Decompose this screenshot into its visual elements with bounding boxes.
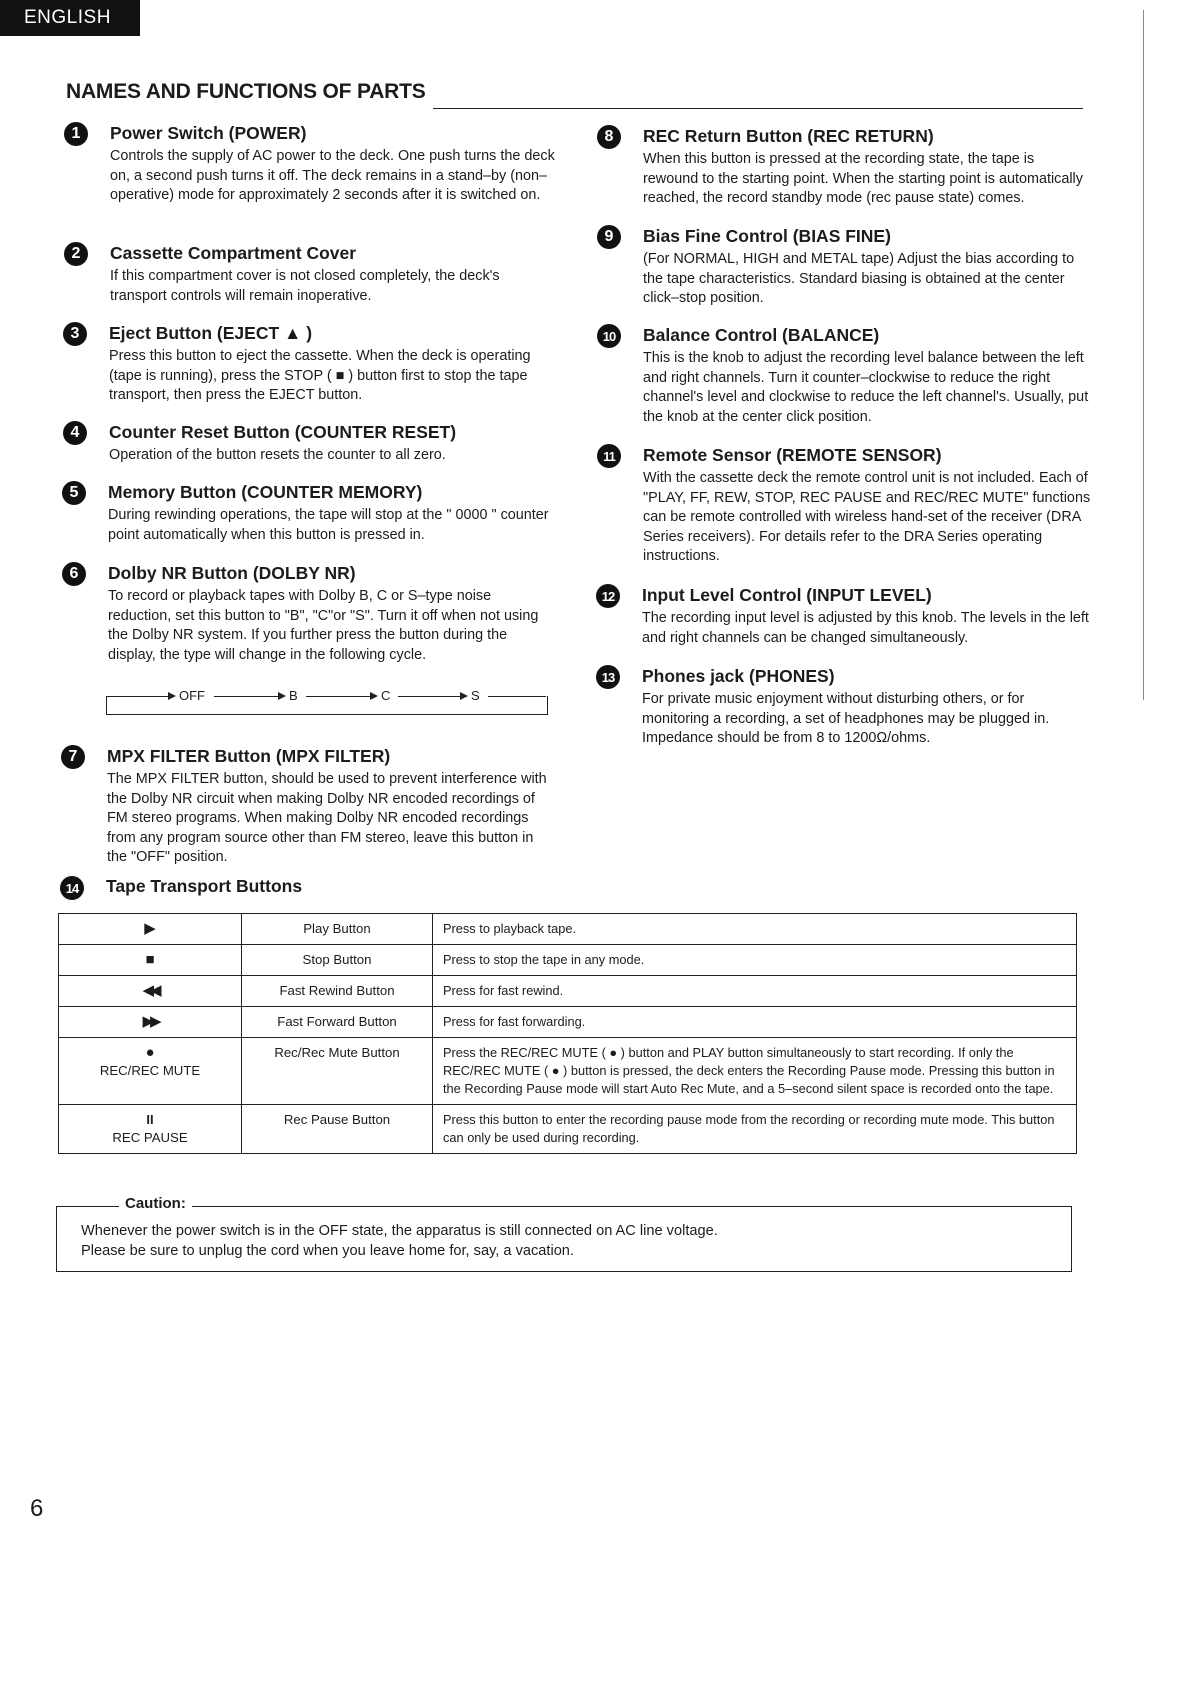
item-number-badge: 14 [60, 876, 84, 900]
transport-symbol-cell [59, 1007, 242, 1038]
transport-name-cell: Rec Pause Button [242, 1105, 433, 1154]
record-icon: ● [145, 1044, 155, 1061]
item-heading: Balance Control (BALANCE) [643, 325, 880, 345]
caution-line-1: Whenever the power switch is in the OFF state, the apparatus is still connected on AC line voltage. [81, 1223, 718, 1239]
table-row [59, 1007, 1077, 1038]
play-icon: ▶ [144, 920, 156, 937]
item-body: (For NORMAL, HIGH and METAL tape) Adjust the bias according to the tape characteristics. Standard biasing is obtained at the center click–stop position. [643, 251, 1075, 307]
dolby-cycle-diagram [106, 688, 548, 718]
table-row [59, 914, 1077, 945]
item-body: With the cassette deck the remote control unit is not included. Each of "PLAY, FF, REW, STOP, REC PAUSE and REC/REC MUTE" functions can be remote controlled with wireless hand-set of the receiver (DRA Series receivers). For details refer to the DRA Series operating instructions. [643, 470, 1091, 565]
item-number-badge: 6 [62, 562, 86, 586]
cycle-label-s: S [468, 688, 483, 703]
item-body: To record or playback tapes with Dolby B, C or S–type noise reduction, set this button to "B", "C"or "S". Turn it off when not using the Dolby NR system. If you further press the button during the display, the type will change in the following cycle. [108, 588, 539, 663]
cycle-arrowhead [460, 692, 468, 700]
cycle-arrowhead [168, 692, 176, 700]
transport-name-cell: Fast Forward Button [242, 1007, 433, 1038]
transport-name-cell: Play Button [242, 914, 433, 945]
table-row [59, 945, 1077, 976]
item-eject-button [70, 322, 555, 406]
item-heading: Counter Reset Button (COUNTER RESET) [109, 422, 457, 442]
transport-heading-text: Tape Transport Buttons [106, 876, 303, 896]
item-rec-return [604, 125, 1091, 209]
item-heading: Input Level Control (INPUT LEVEL) [642, 585, 932, 605]
transport-desc-cell: Press for fast forwarding. [433, 1007, 1077, 1038]
item-number-badge: 13 [596, 665, 620, 689]
transport-symbol-cell [59, 914, 242, 945]
transport-symbol-cell [59, 1105, 242, 1154]
transport-name-cell: Stop Button [242, 945, 433, 976]
caution-box [56, 1195, 1072, 1272]
item-heading: Cassette Compartment Cover [110, 243, 357, 263]
item-heading: Remote Sensor (REMOTE SENSOR) [643, 445, 942, 465]
item-body: When this button is pressed at the recording state, the tape is rewound to the starting point. When the starting point is automatically reached, the record standby mode (rec pause state) comes. [643, 151, 1083, 207]
item-heading: Dolby NR Button (DOLBY NR) [108, 563, 356, 583]
item-number-badge: 7 [61, 745, 85, 769]
cycle-arrow-line [106, 696, 170, 697]
transport-table [58, 913, 1077, 1154]
item-body: For private music enjoyment without disturbing others, or for monitoring a recording, a set of headphones may be plugged in. Impedance should be from 8 to 1200Ω/ohms. [642, 691, 1050, 747]
page-title: NAMES AND FUNCTIONS OF PARTS [66, 80, 426, 103]
item-number-badge: 5 [62, 481, 86, 505]
caution-line-2: Please be sure to unplug the cord when you leave home for, say, a vacation. [81, 1243, 574, 1259]
item-dolby-nr [69, 562, 554, 665]
item-cassette-cover [71, 242, 556, 306]
item-number-badge: 9 [597, 225, 621, 249]
item-phones-jack [601, 665, 1090, 749]
item-mpx-filter [68, 745, 553, 868]
item-number-badge: 12 [596, 584, 620, 608]
stop-icon: ■ [145, 951, 155, 968]
transport-symbol-cell [59, 1038, 242, 1105]
table-row [59, 1038, 1077, 1105]
item-body: Press this button to eject the cassette. When the deck is operating (tape is running), press the STOP ( ■ ) button first to stop the tape transport, then press the EJECT button. [109, 348, 531, 404]
transport-desc-cell: Press for fast rewind. [433, 976, 1077, 1007]
item-number-badge: 8 [597, 125, 621, 149]
item-heading: Memory Button (COUNTER MEMORY) [108, 482, 423, 502]
transport-symbol-cell [59, 976, 242, 1007]
item-heading: REC Return Button (REC RETURN) [643, 126, 934, 146]
transport-symbol-cell [59, 945, 242, 976]
transport-name-cell: Rec/Rec Mute Button [242, 1038, 433, 1105]
rewind-icon: ◀◀ [142, 982, 158, 999]
item-bias-fine [604, 225, 1091, 309]
item-body: If this compartment cover is not closed completely, the deck's transport controls will remain inoperative. [110, 268, 500, 304]
cycle-arrow-line [214, 696, 280, 697]
item-body: This is the knob to adjust the recording level balance between the left and right channels. Turn it counter–clockwise to reduce the right channel's level and clockwise to reduce the left channel's. Usually, put the knob at the center click position. [643, 350, 1089, 425]
item-body: During rewinding operations, the tape will stop at the " 0000 " counter point automatically when this button is pressed in. [108, 507, 549, 543]
fast-forward-icon: ▶▶ [142, 1013, 158, 1030]
transport-symbol-label: REC/REC MUTE [99, 1063, 201, 1078]
cycle-arrowhead [278, 692, 286, 700]
item-remote-sensor [603, 444, 1091, 567]
item-heading: Power Switch (POWER) [110, 123, 307, 143]
cycle-label-c: C [378, 688, 393, 703]
transport-symbol-label: REC PAUSE [112, 1130, 188, 1145]
cycle-arrow-line [306, 696, 372, 697]
table-row [59, 1105, 1077, 1154]
cycle-label-b: B [286, 688, 301, 703]
item-body: Controls the supply of AC power to the deck. One push turns the deck on, a second push turns it off. The deck remains in a stand–by (non–operative) mode for approximately 2 seconds after it is switched on. [110, 148, 555, 204]
item-input-level [601, 584, 1090, 648]
item-number-badge: 4 [63, 421, 87, 445]
title-rule [433, 108, 1083, 109]
item-heading: Phones jack (PHONES) [642, 666, 835, 686]
transport-desc-cell: Press this button to enter the recording pause mode from the recording or recording mute mode. This button can only be used during recording. [433, 1105, 1077, 1154]
transport-desc-cell: Press the REC/REC MUTE ( ● ) button and PLAY button simultaneously to start recording. If only the REC/REC MUTE ( ● ) button is pressed, the deck enters the Recording Pause mode. Pressing this button in the Recording Pause mode will start Auto Rec Mute, and a 5–second silent space is recorded onto the tape. [433, 1038, 1077, 1105]
item-heading: Bias Fine Control (BIAS FINE) [643, 226, 891, 246]
cycle-arrow-line [488, 696, 546, 697]
item-body: The MPX FILTER button, should be used to prevent interference with the Dolby NR circuit when making Dolby NR encoded recordings of FM stereo programs. When making Dolby NR encoded recordings from any program source other than FM stereo, leave this button in the "OFF" position. [107, 771, 547, 866]
item-heading: Eject Button (EJECT ▲ ) [109, 323, 313, 343]
table-row [59, 976, 1077, 1007]
scan-edge-line [1143, 10, 1144, 700]
item-balance-control [602, 324, 1091, 427]
cycle-label-off: OFF [176, 688, 208, 703]
item-number-badge: 2 [64, 242, 88, 266]
item-heading: MPX FILTER Button (MPX FILTER) [107, 746, 391, 766]
item-number-badge: 10 [597, 324, 621, 348]
item-power-switch [71, 122, 556, 206]
cycle-arrow-line [398, 696, 462, 697]
item-body: Operation of the button resets the counter to all zero. [109, 447, 446, 463]
caution-label: Caution: [119, 1195, 192, 1212]
transport-section-heading [65, 876, 303, 897]
language-tab: ENGLISH [0, 0, 140, 36]
item-number-badge: 3 [63, 322, 87, 346]
pause-icon: II [146, 1112, 154, 1127]
item-number-badge: 11 [597, 444, 621, 468]
item-counter-reset [70, 421, 555, 466]
transport-name-cell: Fast Rewind Button [242, 976, 433, 1007]
item-body: The recording input level is adjusted by this knob. The levels in the left and right channels can be changed simultaneously. [642, 610, 1089, 646]
transport-desc-cell: Press to stop the tape in any mode. [433, 945, 1077, 976]
page-number: 6 [30, 1495, 44, 1522]
transport-desc-cell: Press to playback tape. [433, 914, 1077, 945]
item-number-badge: 1 [64, 122, 88, 146]
cycle-arrowhead [370, 692, 378, 700]
item-counter-memory [69, 481, 554, 545]
